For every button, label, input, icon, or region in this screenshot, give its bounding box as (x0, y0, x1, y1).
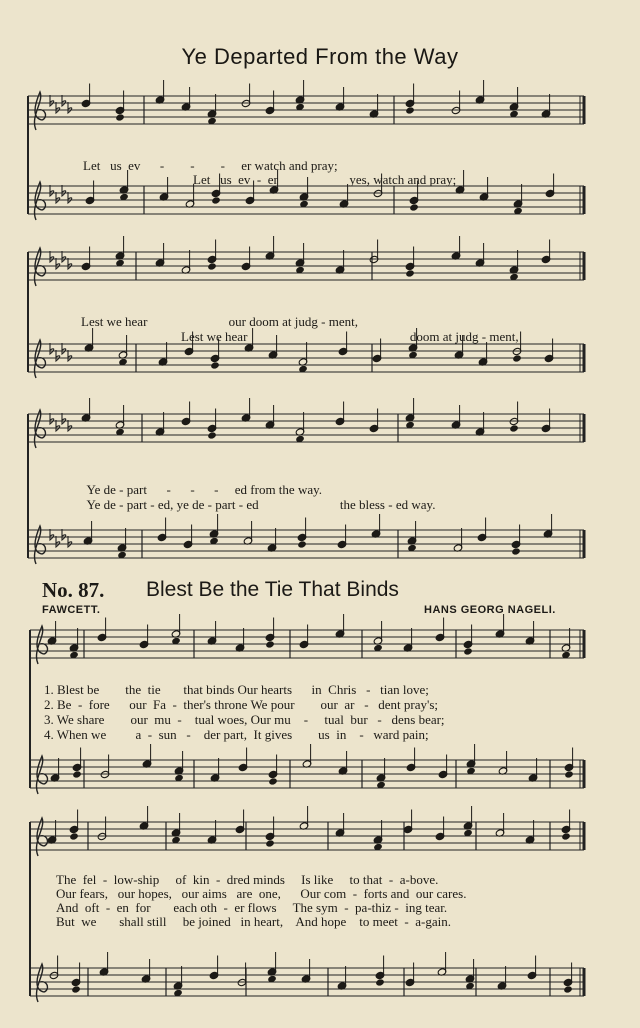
verse-line: And oft - en for each oth - er flows The sym - pa-thiz - ing tear. (56, 900, 448, 915)
note-head (265, 839, 275, 847)
verse-line: 3. We share our mu - tual woes, Our mu - tual bur - dens bear; (44, 712, 445, 727)
verse-line: 4. When we a - sun - der part, It gives us in - ward pain; (44, 727, 429, 742)
flat-icon (56, 258, 60, 269)
flat-icon (50, 95, 54, 106)
flat-icon (68, 536, 72, 547)
lyric-syllable: part (215, 497, 236, 512)
lyric-syllable: Lest we hear (181, 329, 248, 344)
verse-line: But we shall still be joined in heart, And hope to meet - a-gain. (56, 914, 451, 929)
lyric-syllable: ev (238, 172, 251, 187)
flat-icon (50, 529, 54, 540)
lyric-syllable: - (119, 482, 124, 497)
flat-icon (62, 251, 66, 262)
lyric-line (74, 481, 435, 529)
lyric-syllable: ye (176, 497, 189, 512)
lyric-syllable: ed from the way. (234, 482, 323, 497)
lyric-syllable: ed, (157, 497, 174, 512)
lyric-syllable: er (267, 172, 278, 187)
lyric-syllable: - (159, 158, 165, 173)
lyric-syllable: Ye de (86, 482, 116, 497)
flat-icon (62, 413, 66, 424)
lyric-syllable: - (166, 482, 171, 497)
lyric-syllable: yes, watch and pray; (349, 172, 457, 187)
flat-icon (68, 102, 72, 113)
lyric-syllable: doom at judg (409, 329, 479, 344)
lyric-syllable: way. (411, 497, 436, 512)
lyric-line (168, 313, 519, 361)
lyric-syllable: - (190, 158, 195, 173)
note-head (375, 978, 385, 986)
note-head (405, 269, 415, 277)
lyric-syllable: us (220, 172, 232, 187)
lyric-syllable: us (110, 158, 122, 173)
lyric-syllable: Let (83, 158, 101, 173)
verse-line: 2. Be - fore our Fa - ther's throne We pour our ar - dent pray's; (44, 697, 439, 712)
verse-line: The fel - low-ship of kin - dred minds Is like to that - a-bove. (56, 872, 439, 887)
lyric-syllable: part (126, 482, 147, 497)
flat-icon (68, 258, 72, 269)
verse-line: Our fears, our hopes, our aims are one, Our com - forts and our cares. (56, 886, 467, 901)
lyric-syllable: ev (128, 158, 141, 173)
lyric-syllable: our doom at judg (228, 314, 318, 329)
note-head (265, 640, 275, 648)
flat-icon (62, 185, 66, 196)
flat-icon (56, 536, 60, 547)
lyric-syllable: the bless (339, 497, 385, 512)
note-head (405, 106, 415, 114)
lyric-syllable: ment, (328, 314, 358, 329)
flat-icon (50, 185, 54, 196)
hymn-title: Ye Departed From the Way (181, 44, 459, 69)
note-head (297, 540, 307, 548)
lyric-syllable: Lest we hear (81, 314, 148, 329)
flat-icon (62, 529, 66, 540)
note-head (210, 361, 220, 369)
lyric-syllable: - (119, 497, 124, 512)
flat-icon (50, 343, 54, 354)
lyric-syllable: de (192, 497, 205, 512)
note-head (509, 424, 519, 432)
lyric-syllable: ed (246, 497, 259, 512)
lyric-syllable: - (256, 172, 262, 187)
lyric-syllable: Let (193, 172, 211, 187)
note-head (69, 832, 79, 840)
lyric-syllable: - (321, 314, 326, 329)
words-credit: FAWCETT. (42, 604, 101, 616)
flat-icon (68, 420, 72, 431)
lyric-syllable: Ye de (86, 497, 116, 512)
lyric-syllable: - (220, 158, 225, 173)
hymn-title: Blest Be the Tie That Binds (146, 578, 399, 601)
flat-icon (68, 350, 72, 361)
flat-icon (56, 192, 60, 203)
flat-icon (56, 102, 60, 113)
note-head (207, 262, 217, 270)
verse-line: 1. Blest be the tie that binds Our hearts in Chris - tian love; (44, 682, 429, 697)
lyric-syllable: - (207, 497, 213, 512)
lyric-syllable: - (190, 482, 195, 497)
note-head (268, 777, 278, 785)
note-head (511, 547, 521, 555)
note-head (463, 647, 473, 655)
flat-icon (68, 192, 72, 203)
lyric-line (180, 156, 456, 204)
note-head (409, 203, 419, 211)
music-credit: HANS GEORG NAGELI. (424, 604, 556, 616)
flat-icon (62, 95, 66, 106)
note-head (115, 113, 125, 121)
note-head (72, 770, 82, 778)
flat-icon (56, 350, 60, 361)
note-head (563, 985, 573, 993)
flat-icon (56, 420, 60, 431)
lyric-syllable: - (238, 497, 244, 512)
lyric-syllable: - (150, 497, 155, 512)
note-head (564, 770, 574, 778)
note-head (71, 985, 81, 993)
lyric-syllable: - (214, 482, 219, 497)
flat-icon (50, 251, 54, 262)
lyric-syllable: part (126, 497, 147, 512)
note-head (561, 832, 571, 840)
flat-icon (50, 413, 54, 424)
note-head (207, 431, 217, 439)
hymn-header (42, 578, 602, 606)
lyric-syllable: - (481, 329, 487, 344)
lyric-syllable: er watch and pray; (241, 158, 338, 173)
flat-icon (62, 343, 66, 354)
hymn-number: No. 87. (42, 578, 105, 602)
lyric-syllable: - (388, 497, 393, 512)
lyric-syllable: ed (395, 497, 409, 512)
lyric-syllable: ment, (489, 329, 519, 344)
